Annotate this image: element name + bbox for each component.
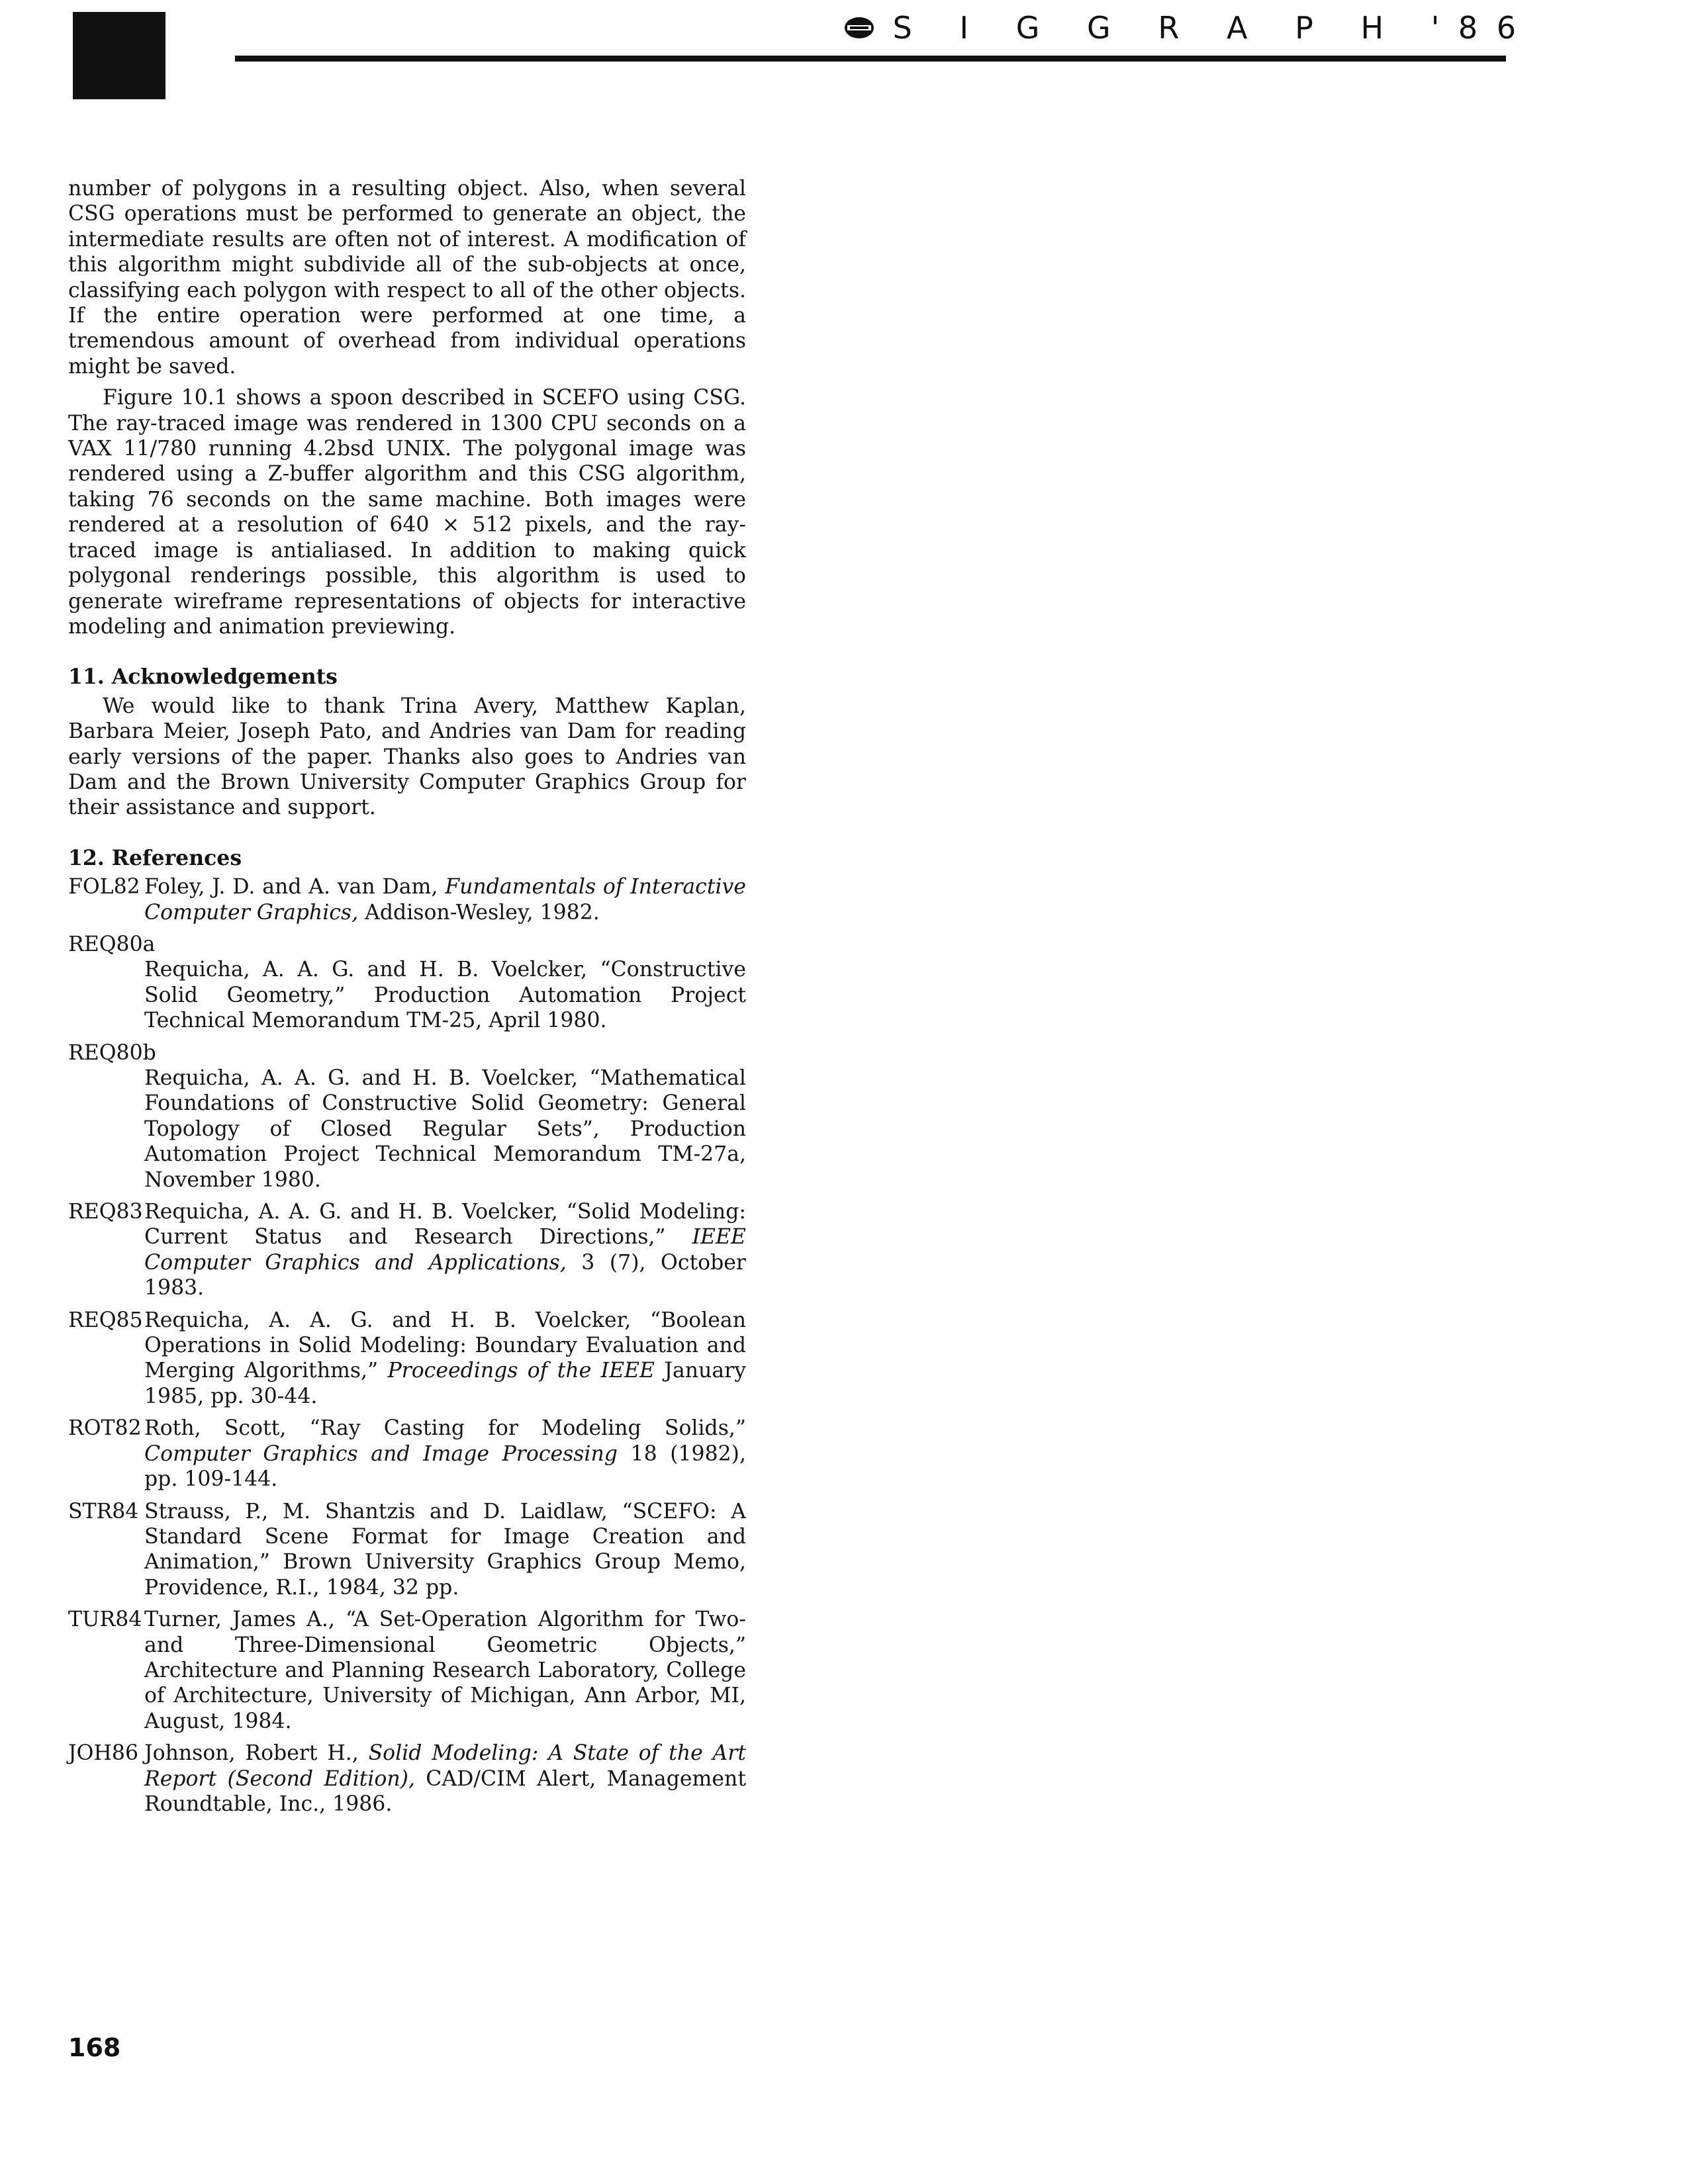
reference-text-end: January 1985, pp. 30-44. — [144, 1359, 746, 1408]
reference-text-end: Addison-Wesley, 1982. — [358, 900, 600, 925]
reference-key: REQ85 — [68, 1308, 143, 1332]
reference-key: STR84 — [68, 1499, 139, 1524]
reference-item — [68, 1741, 746, 1817]
page-number: 168 — [68, 2033, 121, 2062]
reference-title: Proceedings of the IEEE — [387, 1359, 655, 1383]
reference-text: Requicha, A. A. G. and H. B. Voelcker, “Constructive Solid Geometry,” Production Automation Project Technical Memorandum TM-25, April 1980. — [144, 958, 746, 1033]
reference-item — [68, 932, 746, 1034]
text-column — [68, 176, 746, 1823]
body-paragraph-2: Figure 10.1 shows a spoon described in SCEFO using CSG. The ray-traced image was rendered in 1300 CPU seconds on a VAX 11/780 running 4.2bsd UNIX. The polygonal image was rendered using a Z-buffer algorithm and this CSG algorithm, taking 76 seconds on the same machine. Both images were rendered at a resolution of 640 × 512 pixels, and the ray-traced image is antialiased. In addition to making quick polygonal renderings possible, this algorithm is used to generate wireframe representations of objects for interactive modeling and animation previewing. — [68, 386, 746, 639]
reference-item — [68, 874, 746, 925]
conference-title: S I G G R A P H '86 — [892, 10, 1535, 46]
running-header — [843, 8, 1535, 48]
reference-text: Requicha, A. A. G. and H. B. Voelcker, “Solid Modeling: Current Status and Research Directions,” — [144, 1200, 746, 1250]
reference-item — [68, 1040, 746, 1193]
reference-key: ROT82 — [68, 1416, 142, 1441]
reference-key: TUR84 — [68, 1608, 142, 1632]
reference-text: Roth, Scott, “Ray Casting for Modeling Solids,” — [144, 1416, 746, 1441]
reference-list — [68, 874, 746, 1817]
acknowledgements-text: We would like to thank Trina Avery, Matthew Kaplan, Barbara Meier, Joseph Pato, and Andries van Dam for reading early versions of the paper. Thanks also goes to Andries van Dam and the Brown University Computer Graphics Group for their assistance and support. — [68, 694, 746, 820]
reference-text: Requicha, A. A. G. and H. B. Voelcker, “Boolean Operations in Solid Modeling: Boundary Evaluation and Merging Algorithms,” — [144, 1308, 746, 1383]
reference-key: REQ83 — [68, 1200, 143, 1224]
reference-key: FOL82 — [68, 875, 140, 899]
acknowledgements-heading: 11. Acknowledgements — [68, 664, 338, 690]
reference-text: Johnson, Robert H., — [144, 1741, 369, 1766]
reference-text: Turner, James A., “A Set-Operation Algorithm for Two- and Three-Dimensional Geometric Objects,” Architecture and Planning Research Laboratory, College of Architecture, University of Michigan, Ann Arbor, MI, August, 1984. — [144, 1608, 746, 1733]
reference-text-end: 3 (7), October 1983. — [144, 1250, 746, 1300]
reference-title: Solid Modeling: A State of the Art Report (Second Edition), — [144, 1741, 746, 1791]
reference-title: Fundamentals of Interactive Computer Graphics, — [144, 875, 746, 925]
reference-key: REQ80a — [68, 932, 156, 956]
reference-text: Strauss, P., M. Shantzis and D. Laidlaw, “SCEFO: A Standard Scene Format for Image Creation and Animation,” Brown University Graphics Group Memo, Providence, R.I., 1984, 32 pp. — [144, 1499, 746, 1600]
reference-item — [68, 1416, 746, 1492]
reference-item — [68, 1308, 746, 1410]
reference-text-end: 18 (1982), pp. 109-144. — [144, 1441, 746, 1492]
reference-item — [68, 1499, 746, 1601]
corner-block — [73, 12, 165, 99]
reference-text: Foley, J. D. and A. van Dam, — [144, 875, 445, 899]
acm-logo-icon — [843, 15, 876, 40]
references-heading: 12. References — [68, 845, 242, 870]
reference-text: Requicha, A. A. G. and H. B. Voelcker, “Mathematical Foundations of Constructive Solid Geometry: General Topology of Closed Regular Sets”, Production Automation Project Technical Memorandum TM-27a, November 1980. — [144, 1066, 746, 1192]
header-rule — [235, 56, 1506, 62]
reference-title: IEEE Computer Graphics and Applications, — [144, 1225, 746, 1275]
body-paragraph-1: number of polygons in a resulting object. Also, when several CSG operations must be performed to generate an object, the intermediate results are often not of interest. A modification of this algorithm might subdivide all of the sub-objects at once, classifying each polygon with respect to all of the other objects. If the entire operation were performed at one time, a tremendous amount of overhead from individual operations might be saved. — [68, 177, 746, 379]
reference-item — [68, 1607, 746, 1734]
reference-text-end: CAD/CIM Alert, Management Roundtable, Inc., 1986. — [144, 1766, 746, 1816]
reference-item — [68, 1199, 746, 1301]
reference-key: JOH86 — [68, 1741, 139, 1766]
reference-key: REQ80b — [68, 1040, 156, 1065]
reference-title: Computer Graphics and Image Processing — [144, 1441, 618, 1466]
